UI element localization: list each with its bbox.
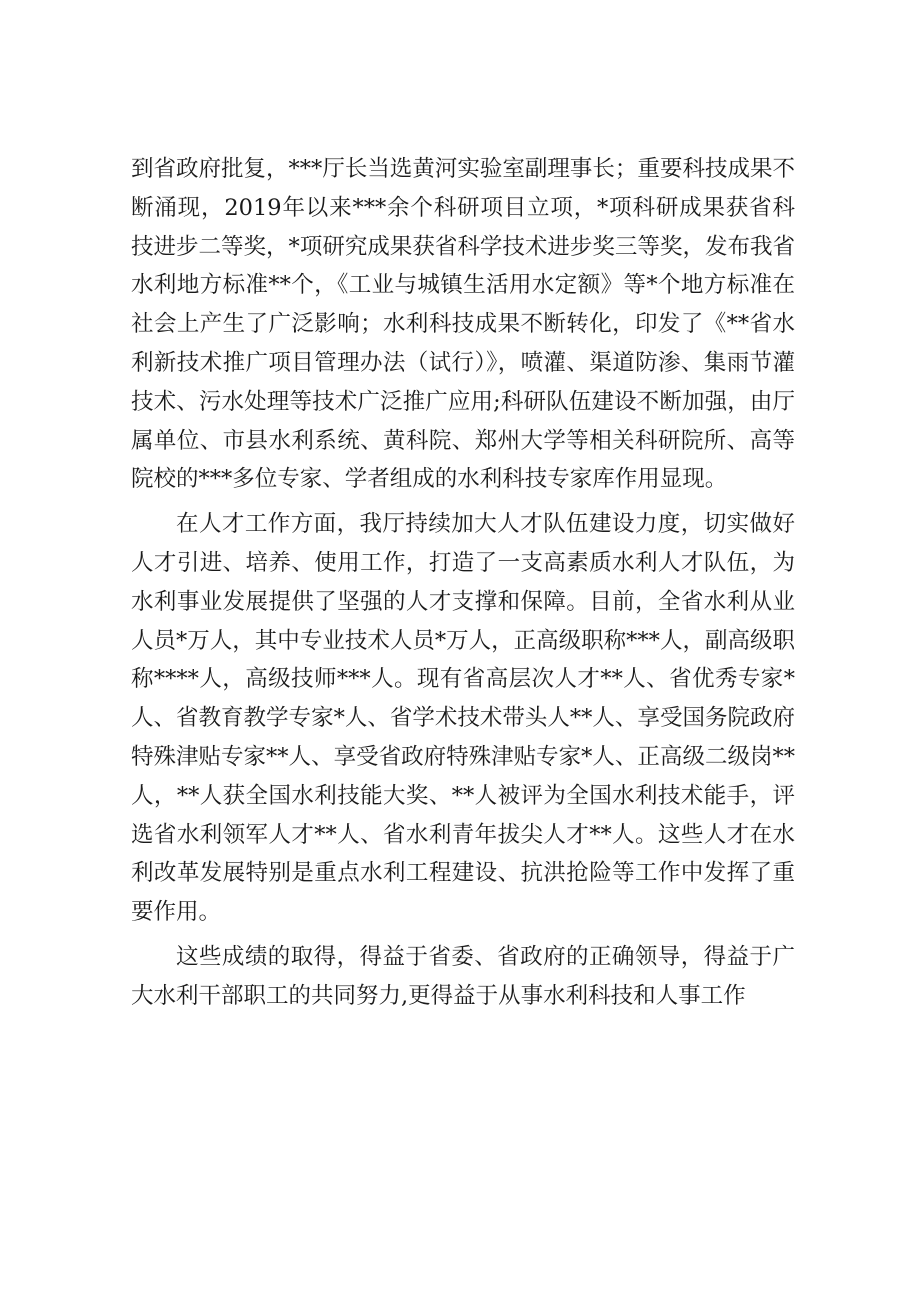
paragraph-achievements: 这些成绩的取得，得益于省委、省政府的正确领导，得益于广大水利干部职工的共同努力,更得益于从事水利科技和人事工作: [131, 943, 795, 1009]
paragraph-talent-work: 在人才工作方面，我厅持续加大人才队伍建设力度，切实做好人才引进、培养、使用工作，打造了一支高素质水利人才队伍，为水利事业发展提供了坚强的人才支撑和保障。目前，全省水利从业人员*万人，其中专业技术人员*万人，正高级职称***人，副高级职称****人，高级技师***人。现有省高层次人才**人、省优秀专家*人、省教育教学专家*人、省学术技术带头人**人、享受国务院政府特殊津贴专家**人、享受省政府特殊津贴专家*人、正高级二级岗**人，**人获全国水利技能大奖、**人被评为全国水利技术能手，评选省水利领军人才**人、省水利青年拔尖人才**人。这些人才在水利改革发展特别是重点水利工程建设、抗洪抢险等工作中发挥了重要作用。: [131, 511, 795, 926]
document-body: [131, 150, 795, 1016]
paragraph-continuation: 到省政府批复，***厅长当选黄河实验室副理事长；重要科技成果不断涌现，2019年以来***余个科研项目立项，*项科研成果获省科技进步二等奖，*项研究成果获省科学技术进步奖三等奖，发布我省水利地方标准**个，《工业与城镇生活用水定额》等*个地方标准在社会上产生了广泛影响；水利科技成果不断转化，印发了《**省水利新技术推广项目管理办法（试行）》，喷灌、渠道防渗、集雨节灌技术、污水处理等技术广泛推广应用;科研队伍建设不断加强，由厅属单位、市县水利系统、黄科院、郑州大学等相关科研院所、高等院校的***多位专家、学者组成的水利科技专家库作用显现。: [131, 156, 795, 493]
